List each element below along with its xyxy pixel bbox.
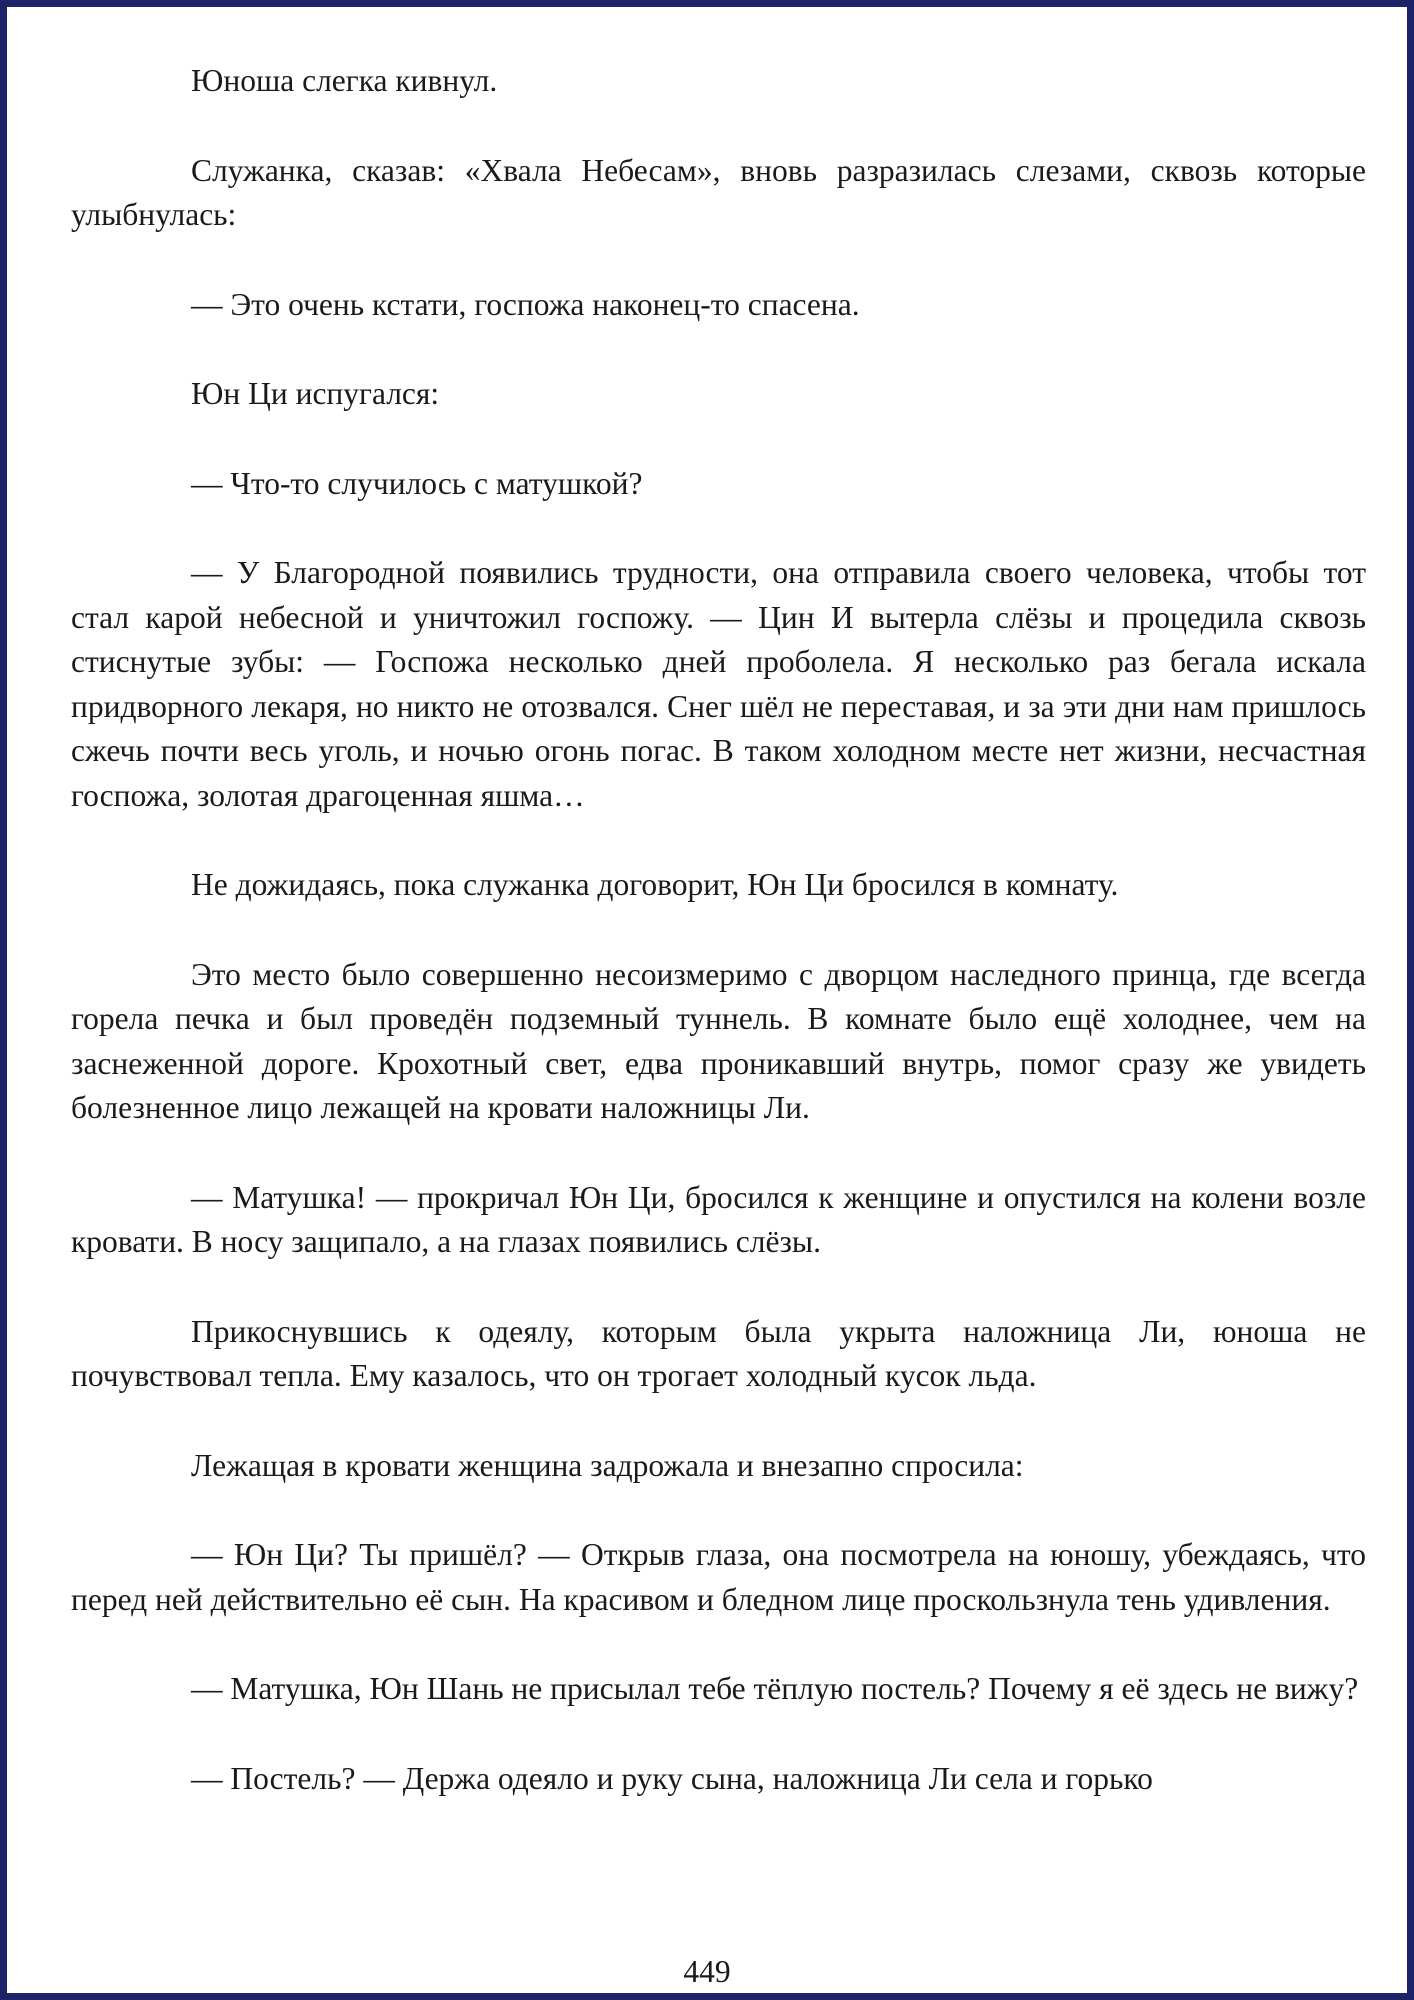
paragraph: — Матушка! — прокричал Юн Ци, бросился к женщине и опустился на колени возле кровати. В носу защипало, а на глазах появились слёзы. [71,1179,1366,1259]
paragraph: Не дожидаясь, пока служанка договорит, Юн Ци бросился в комнату. [191,867,1119,902]
paragraph: — Что-то случилось с матушкой? [191,465,643,501]
paragraph: — Это очень кстати, госпожа наконец-то спасена. [191,286,860,322]
paragraph: — Юн Ци? Ты пришёл? — Открыв глаза, она посмотрела на юношу, убеждаясь, что перед ней действительно её сын. На красивом и бледном лице проскользнула тень удивления. [71,1537,1366,1617]
paragraph: Юн Ци испугался: [191,376,440,411]
paragraph: Лежащая в кровати женщина задрожала и внезапно спросила: [191,1447,1024,1483]
paragraph: Юноша слегка кивнул. [191,63,498,98]
paragraph: — Постель? — Держа одеяло и руку сына, наложница Ли села и горько [191,1760,1153,1796]
paragraph: Служанка, сказав: «Хвала Небесам», вновь разразилась слезами, сквозь которые улыбнулась: [71,152,1366,232]
paragraph: Это место было совершенно несоизмеримо с дворцом наследного принца, где всегда горела печка и был проведён подземный туннель. В комнате было ещё холоднее, чем на заснеженной дороге. Крохотный свет, едва проникавший внутрь, помог сразу же увидеть болезненное лицо лежащей на кровати наложницы Ли. [71,956,1366,1125]
paragraph: — У Благородной появились трудности, она отправила своего человека, чтобы тот стал карой небесной и уничтожил госпожу. — Цин И вытерла слёзы и процедила сквозь стиснутые зубы: — Госпожа несколько дней проболела. Я несколько раз бегала искала придворного лекаря, но никто не отозвался. Снег шёл не переставая, и за эти дни нам пришлось сжечь почти весь уголь, и ночью огонь погас. В таком холодном месте нет жизни, несчастная госпожа, золотая драгоценная яшма… [71,555,1366,813]
paragraph: — Матушка, Юн Шань не присылал тебе тёплую постель? Почему я её здесь не вижу? [191,1671,1359,1706]
body-text [71,59,1366,1801]
page-number: 449 [683,1954,731,1989]
paragraph: Прикоснувшись к одеялу, которым была укрыта наложница Ли, юноша не почувствовал тепла. Ему казалось, что он трогает холодный кусок льда. [71,1313,1366,1393]
